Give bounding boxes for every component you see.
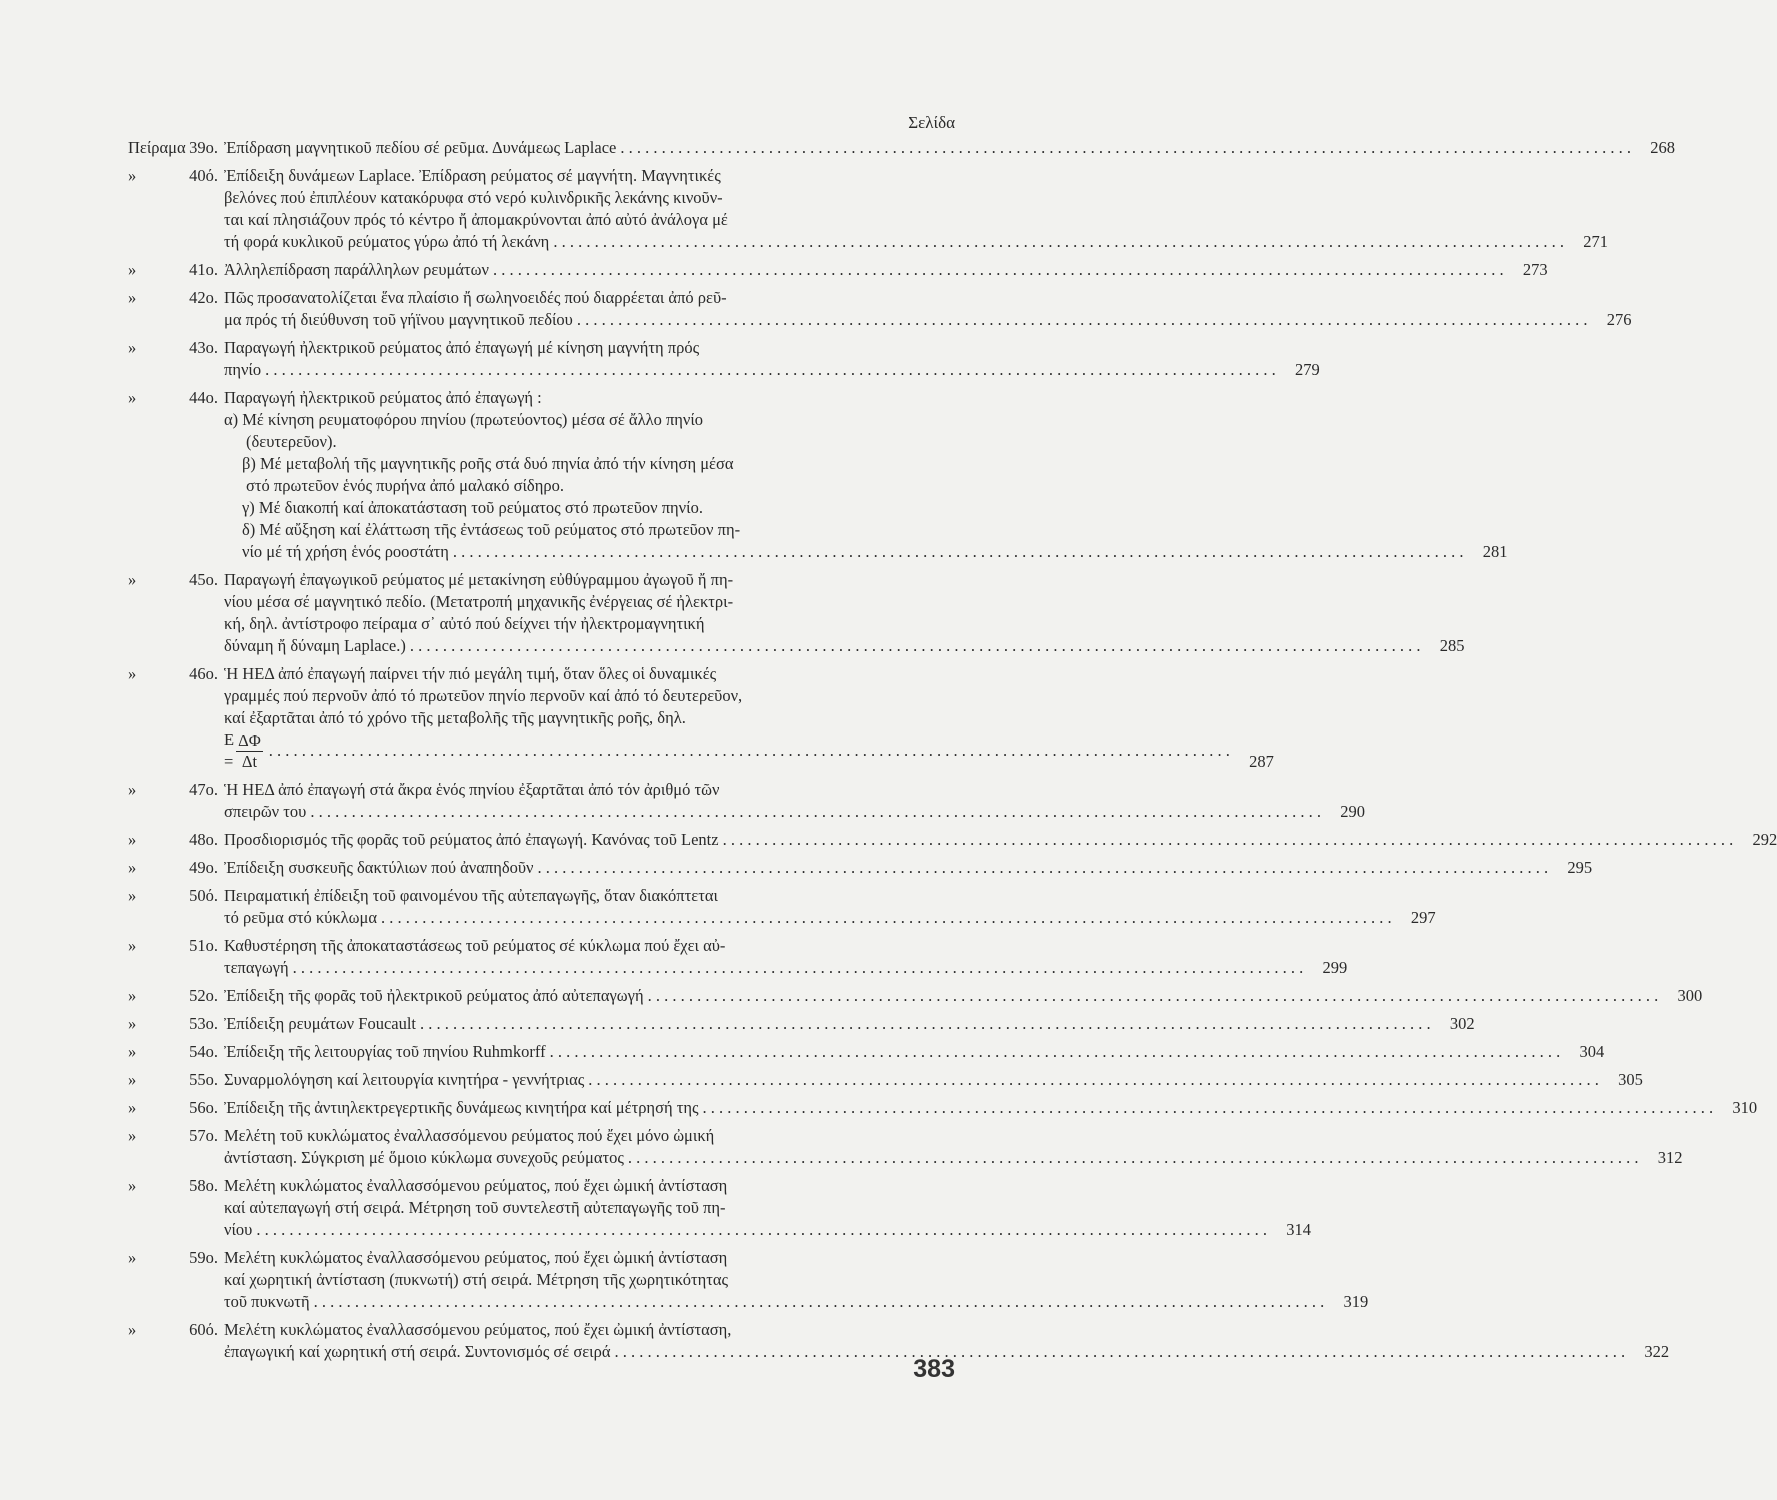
entry-text-line: τό ρεῦμα στό κύκλωμα [224, 908, 378, 927]
toc-entry [128, 1097, 1758, 1119]
entry-title [224, 663, 1234, 773]
dot-leader [493, 259, 1504, 281]
entry-prefix: » [128, 986, 137, 1005]
experiment-number: 48ο. [189, 830, 218, 849]
page-ref: 304 [1579, 1042, 1605, 1061]
toc-entry [128, 569, 1465, 657]
entry-prefix: » [128, 1098, 137, 1117]
entry-text-line: Ἡ ΗΕΔ ἀπό ἐπαγωγή παίρνει τήν πιό μεγάλη τιμή, ὅταν ὅλες οἱ δυναμικές [224, 664, 717, 683]
entry-label [128, 985, 224, 1007]
entry-text-line: Πῶς προσανατολίζεται ἕνα πλαίσιο ἤ σωληνοειδές πού διαρρέεται ἀπό ρεῦ- [224, 288, 727, 307]
dot-leader [453, 541, 1464, 563]
entry-text-line: κή, δηλ. ἀντίστροφο πείραμα σ᾽ αὐτό πού δείχνει τήν ἠλεκτρομαγνητική [224, 614, 705, 633]
entry-label [128, 137, 224, 159]
entry-title [224, 569, 1425, 657]
page-ref: 279 [1294, 360, 1320, 379]
page-ref: 281 [1482, 542, 1508, 561]
toc-entry [128, 1319, 1670, 1363]
entry-final-line [224, 1013, 1431, 1035]
entry-final-line [224, 359, 1276, 381]
entry-label [128, 1069, 224, 1091]
experiment-number: 60ό. [189, 1320, 218, 1339]
dot-leader [577, 309, 1588, 331]
page-ref: 276 [1606, 310, 1632, 329]
experiment-number: 40ό. [189, 166, 218, 185]
page-ref: 285 [1439, 636, 1465, 655]
entry-text-line: στό πρωτεῦον ἑνός πυρήνα ἀπό μαλακό σίδηρο. [246, 476, 564, 495]
entry-text-line: σπειρῶν του [224, 802, 307, 821]
page-ref: 312 [1657, 1148, 1683, 1167]
dot-leader [628, 1147, 1639, 1169]
entry-final-line [224, 635, 1421, 657]
dot-leader [648, 985, 1659, 1007]
entry-text-line: Ἐπίδειξη συσκευῆς δακτύλιων πού ἀναπηδοῦν [224, 858, 534, 877]
experiment-number: 55ο. [189, 1070, 218, 1089]
entry-text-line: πηνίο [224, 360, 262, 379]
entry-final-line [224, 231, 1564, 253]
entry-title [224, 1125, 1643, 1169]
entry-text-line: νίο μέ τή χρήση ἑνός ροοστάτη [242, 542, 449, 561]
entry-final-line [224, 907, 1392, 929]
entry-text-line: τεπαγωγή [224, 958, 289, 977]
experiment-number: 47ο. [189, 780, 218, 799]
entry-text-line: Παραγωγή ἠλεκτρικοῦ ρεύματος ἀπό ἐπαγωγή μέ κίνηση μαγνήτη πρός [224, 338, 700, 357]
experiment-number: 59ο. [189, 1248, 218, 1267]
dot-leader [420, 1013, 1431, 1035]
entry-final-line [224, 1041, 1560, 1063]
toc-entry [128, 985, 1703, 1007]
entry-title [224, 165, 1568, 253]
page-column-heading: Σελίδα [908, 113, 955, 132]
entry-label [128, 569, 224, 591]
entry-label [128, 259, 224, 281]
entry-final-line [224, 857, 1548, 879]
entry-prefix: » [128, 1320, 137, 1339]
experiment-number: 51ο. [189, 936, 218, 955]
page-ref: 273 [1522, 260, 1548, 279]
entry-text-line: Ἡ ΗΕΔ ἀπό ἐπαγωγή στά ἄκρα ἑνός πηνίου ἐξαρτᾶται ἀπό τόν ἀριθμό τῶν [224, 780, 720, 799]
table-of-contents [128, 137, 1777, 1363]
entry-text-line: μα πρός τή διεύθυνση τοῦ γήϊνου μαγνητικοῦ πεδίου [224, 310, 573, 329]
page-ref: 271 [1583, 232, 1608, 251]
dot-leader [265, 359, 1276, 381]
toc-entry [128, 1013, 1475, 1035]
page-ref: 310 [1732, 1098, 1758, 1117]
experiment-number: 53ο. [189, 1014, 218, 1033]
entry-text-line: νίου [224, 1220, 253, 1239]
experiment-number: 57ο. [189, 1126, 218, 1145]
entry-final-line [224, 801, 1321, 823]
entry-text-line: Καθυστέρηση τῆς ἀποκαταστάσεως τοῦ ρεύματος σέ κύκλωμα πού ἔχει αὐ- [224, 936, 726, 955]
dot-leader [537, 857, 1548, 879]
entry-text-line: α) Μέ κίνηση ρευματοφόρου πηνίου (πρωτεύοντος) μέσα σέ ἄλλο πηνίο [224, 410, 704, 429]
page-ref: 290 [1340, 802, 1365, 821]
toc-entry [128, 663, 1274, 773]
entry-title [224, 287, 1591, 331]
experiment-number: 45ο. [189, 570, 218, 589]
entry-text-line: γραμμές πού περνοῦν ἀπό τό πρωτεῦον πηνίο περνοῦν καί ἀπό τό δευτερεῦον, [224, 686, 743, 705]
entry-final-line [224, 541, 1463, 563]
entry-final-line [224, 1291, 1324, 1313]
entry-label [128, 1125, 224, 1147]
entry-text-line: δ) Μέ αὔξηση καί ἐλάττωση τῆς ἐντάσεως τοῦ ρεύματος στό πρωτεῦον πη- [242, 520, 741, 539]
entry-title [224, 137, 1635, 159]
entry-text-line: Πειραματική ἐπίδειξη τοῦ φαινομένου τῆς αὐτεπαγωγῆς, ὅταν διακόπτεται [224, 886, 718, 905]
entry-title [224, 387, 1467, 563]
toc-entry [128, 137, 1675, 159]
experiment-number: 42ο. [189, 288, 218, 307]
entry-text-line: β) Μέ μεταβολή τῆς μαγνητικῆς ροῆς στά δυό πηνία ἀπό τήν κίνηση μέσα [242, 454, 734, 473]
dot-leader [620, 137, 1631, 159]
page-ref: 314 [1286, 1220, 1311, 1239]
entry-final-line [224, 1147, 1639, 1169]
entry-label [128, 885, 224, 907]
entry-text-line: Ἐπίδειξη δυνάμεων Laplace. Ἐπίδραση ρεύματος σέ μαγνήτη. Μαγνητικές [224, 166, 721, 185]
entry-title [224, 857, 1552, 879]
toc-entry [128, 165, 1608, 253]
toc-entry [128, 387, 1508, 563]
toc-entry [128, 259, 1548, 281]
entry-text-line: Ἐπίδραση μαγνητικοῦ πεδίου σέ ρεῦμα. Δυνάμεως Laplace [224, 138, 617, 157]
page-number: 383 [913, 1355, 955, 1383]
entry-text-line: καί αὐτεπαγωγή στή σειρά. Μέτρηση τοῦ συντελεστῆ αὐτεπαγωγῆς τοῦ πη- [224, 1198, 726, 1217]
entry-label [128, 1247, 224, 1269]
entry-label [128, 387, 224, 409]
entry-prefix: » [128, 1042, 137, 1061]
entry-final-line [224, 259, 1504, 281]
formula-fraction [236, 731, 263, 772]
entry-title [224, 935, 1307, 979]
entry-text-line: ἀντίσταση. Σύγκριση μέ ὅμοιο κύκλωμα συνεχοῦς ρεύματος [224, 1148, 624, 1167]
entry-text-line: ται καί πλησιάζουν πρός τό κέντρο ἤ ἀπομακρύνονται ἀπό αὐτό ἀνάλογα μέ [224, 210, 728, 229]
entry-label [128, 779, 224, 801]
entry-title [224, 1247, 1328, 1313]
entry-prefix: » [128, 388, 137, 407]
entry-final-line [224, 1069, 1599, 1091]
experiment-number: 52ο. [189, 986, 218, 1005]
entry-label [128, 829, 224, 851]
experiment-number: 56ο. [189, 1098, 218, 1117]
entry-label [128, 1041, 224, 1063]
page-ref: 268 [1650, 138, 1675, 157]
entry-title [224, 885, 1396, 929]
toc-entry [128, 829, 1777, 851]
entry-text-line: καί ἐξαρτᾶται ἀπό τό χρόνο τῆς μεταβολῆς τῆς μαγνητικῆς ροῆς, δηλ. [224, 708, 686, 727]
entry-label [128, 337, 224, 359]
page-ref: 305 [1618, 1070, 1643, 1089]
experiment-number: 43ο. [189, 338, 218, 357]
entry-text-line: τοῦ πυκνωτῆ [224, 1292, 310, 1311]
entry-label [128, 857, 224, 879]
experiment-number: 44ο. [189, 388, 218, 407]
dot-leader [314, 1291, 1325, 1313]
entry-text-line: Μελέτη κυκλώματος ἐναλλασσόμενου ρεύματος, πού ἔχει ὠμική ἀντίσταση, [224, 1320, 732, 1339]
page-ref: 300 [1677, 986, 1703, 1005]
entry-label [128, 935, 224, 957]
entry-final-line [224, 1097, 1713, 1119]
toc-entry [128, 885, 1436, 929]
entry-prefix: » [128, 1176, 137, 1195]
entry-prefix: » [128, 260, 137, 279]
entry-prefix: » [128, 830, 137, 849]
experiment-number: 49ο. [189, 858, 218, 877]
dot-leader [410, 635, 1421, 657]
dot-leader [381, 907, 1392, 929]
entry-label [128, 1319, 224, 1341]
entry-label [128, 1013, 224, 1035]
entry-prefix: » [128, 1070, 137, 1089]
experiment-number: 39ο. [189, 138, 218, 157]
entry-text-line: Ἐπίδειξη ρευμάτων Foucault [224, 1014, 417, 1033]
entry-text-line: Ἐπίδειξη τῆς φορᾶς τοῦ ἠλεκτρικοῦ ρεύματος ἀπό αὐτεπαγωγή [224, 986, 644, 1005]
page-ref: 299 [1322, 958, 1348, 977]
entry-text-line: (δευτερεῦον). [246, 432, 337, 451]
entry-text-line: Παραγωγή ἠλεκτρικοῦ ρεύματος ἀπό ἐπαγωγή : [224, 388, 542, 407]
page-ref: 297 [1410, 908, 1436, 927]
entry-prefix: » [128, 338, 137, 357]
entry-text-line: Παραγωγή ἐπαγωγικοῦ ρεύματος μέ μετακίνηση εὐθύγραμμου ἀγωγοῦ ἤ πη- [224, 570, 734, 589]
entry-text-line: Προσδιορισμός τῆς φορᾶς τοῦ ρεύματος ἀπό ἐπαγωγή. Κανόνας τοῦ Lentz [224, 830, 719, 849]
entry-final-line [224, 309, 1587, 331]
experiment-number: 41ο. [189, 260, 218, 279]
entry-text-line: ἐπαγωγική καί χωρητική στή σειρά. Συντονισμός σέ σειρά [224, 1342, 611, 1361]
toc-entry [128, 1069, 1643, 1091]
entry-prefix: » [128, 288, 137, 307]
entry-text-line: νίου μέσα σέ μαγνητικό πεδίο. (Μετατροπή μηχανικῆς ἐνέργειας σέ ἠλεκτρι- [224, 592, 734, 611]
entry-label [128, 1097, 224, 1119]
entry-title [224, 985, 1662, 1007]
entry-title [224, 1013, 1435, 1035]
entry-final-line [224, 137, 1631, 159]
entry-text-line: Ἐπίδειξη τῆς ἀντιηλεκτρεγερτικῆς δυνάμεως κινητήρα καί μέτρησή της [224, 1098, 699, 1117]
entry-text-line: γ) Μέ διακοπή καί ἀποκατάσταση τοῦ ρεύματος στό πρωτεῦον πηνίο. [242, 498, 703, 517]
entry-title [224, 1175, 1271, 1241]
dot-leader [703, 1097, 1714, 1119]
toc-entry [128, 857, 1593, 879]
entry-label [128, 287, 224, 309]
dot-leader [269, 740, 1230, 762]
entry-final-line [224, 985, 1658, 1007]
dot-leader [293, 957, 1304, 979]
entry-title [224, 1041, 1564, 1063]
entry-final-line [224, 1219, 1267, 1241]
formula-numerator: ΔΦ [238, 730, 261, 750]
entry-prefix: » [128, 858, 137, 877]
entry-title [224, 1097, 1717, 1119]
entry-prefix: Πείραμα [128, 138, 186, 157]
entry-prefix: » [128, 936, 137, 955]
entry-text-line: Συναρμολόγηση καί λειτουργία κινητήρα - γεννήτριας [224, 1070, 585, 1089]
entry-prefix: » [128, 780, 137, 799]
entry-final-line [224, 957, 1303, 979]
entry-final-line [224, 829, 1733, 851]
dot-leader [256, 1219, 1267, 1241]
entry-text-line: δύναμη ἤ δύναμη Laplace.) [224, 636, 406, 655]
entry-title [224, 337, 1280, 381]
dot-leader [614, 1341, 1625, 1363]
entry-label [128, 1175, 224, 1197]
entry-label [128, 165, 224, 187]
toc-entry [128, 287, 1632, 331]
entry-prefix: » [128, 886, 137, 905]
toc-entry [128, 1041, 1605, 1063]
entry-text-line: Μελέτη τοῦ κυκλώματος ἐναλλασσόμενου ρεύματος πού ἔχει μόνο ὠμική [224, 1126, 715, 1145]
entry-prefix: » [128, 1014, 137, 1033]
entry-prefix: » [128, 664, 137, 683]
page-ref: 322 [1644, 1342, 1670, 1361]
entry-prefix: » [128, 1126, 137, 1145]
formula-lhs: E = [224, 730, 235, 771]
entry-text-line: τή φορά κυκλικοῦ ρεύματος γύρω ἀπό τή λεκάνη [224, 232, 550, 251]
entry-label [128, 663, 224, 685]
entry-title [224, 779, 1325, 823]
dot-leader [550, 1041, 1561, 1063]
page-ref: 319 [1343, 1292, 1369, 1311]
formula-denominator: Δt [241, 751, 258, 771]
entry-text-line: Ἀλληλεπίδραση παράλληλων ρευμάτων [224, 260, 489, 279]
entry-text-line: Μελέτη κυκλώματος ἐναλλασσόμενου ρεύματος, πού ἔχει ὠμική ἀντίσταση [224, 1248, 728, 1267]
dot-leader [310, 801, 1321, 823]
page-ref: 292 [1752, 830, 1777, 849]
entry-title [224, 1069, 1603, 1091]
dot-leader [588, 1069, 1599, 1091]
page-header [0, 0, 1059, 140]
entry-text-line: καί χωρητική ἀντίσταση (πυκνωτή) στή σειρά. Μέτρηση τῆς χωρητικότητας [224, 1270, 729, 1289]
entry-prefix: » [128, 166, 137, 185]
entry-text-line: βελόνες πού ἐπιπλέουν κατακόρυφα στό νερό κυλινδρικῆς λεκάνης κινοῦν- [224, 188, 723, 207]
toc-entry [128, 935, 1348, 979]
toc-entry [128, 1175, 1311, 1241]
dot-leader [553, 231, 1564, 253]
experiment-number: 50ό. [189, 886, 218, 905]
entry-text-line: Ἐπίδειξη τῆς λειτουργίας τοῦ πηνίου Ruhmkorff [224, 1042, 546, 1061]
toc-entry [128, 1125, 1683, 1169]
dot-leader [723, 829, 1734, 851]
toc-entry [128, 337, 1320, 381]
entry-prefix: » [128, 570, 137, 589]
entry-title [224, 829, 1737, 851]
page-ref: 287 [1249, 752, 1274, 771]
page-ref: 302 [1449, 1014, 1475, 1033]
entry-text-line: Μελέτη κυκλώματος ἐναλλασσόμενου ρεύματος, πού ἔχει ὠμική ἀντίσταση [224, 1176, 728, 1195]
page-ref: 295 [1567, 858, 1593, 877]
experiment-number: 58ο. [189, 1176, 218, 1195]
toc-entry [128, 1247, 1369, 1313]
toc-entry [128, 779, 1365, 823]
entry-title [224, 259, 1508, 281]
experiment-number: 54ο. [189, 1042, 218, 1061]
entry-prefix: » [128, 1248, 137, 1267]
experiment-number: 46ο. [189, 664, 218, 683]
emf-formula [224, 729, 1230, 773]
